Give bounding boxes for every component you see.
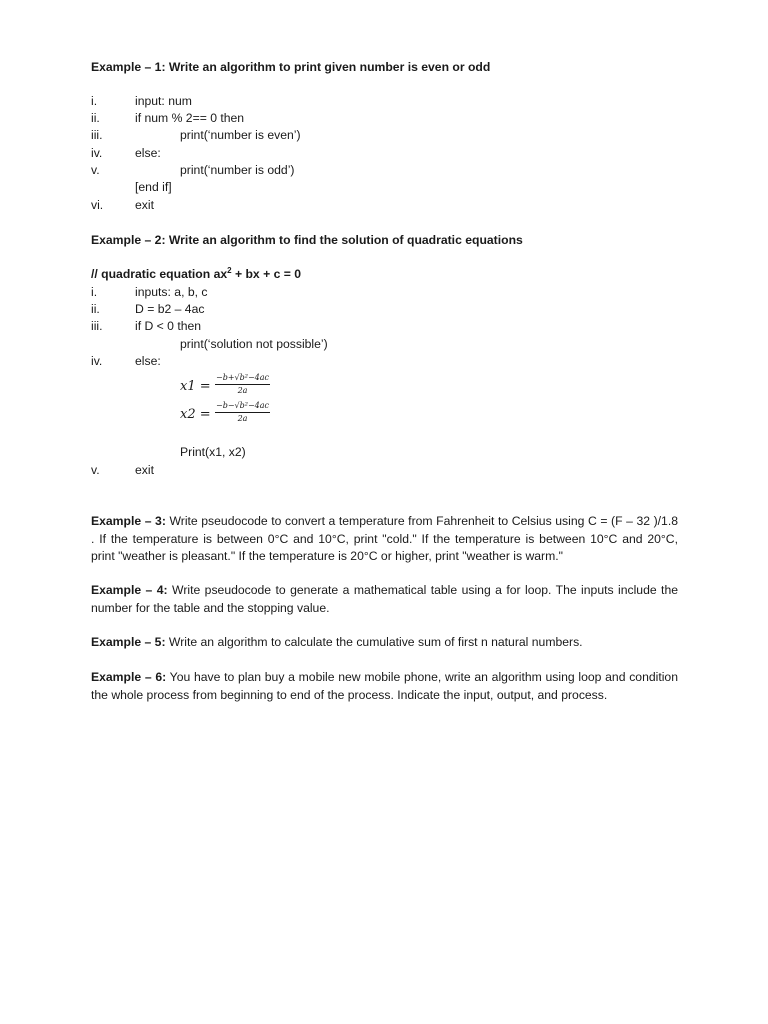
comment-text: // quadratic equation ax (91, 267, 228, 281)
step-text: print(‘number is even’) (180, 128, 301, 142)
comment-superscript: 2 (227, 265, 232, 275)
step-text: Print(x1, x2) (180, 445, 246, 459)
step-number: iii. (91, 128, 103, 142)
example-4-label: Example – 4: (91, 583, 168, 597)
x2-numerator: −b−√b²−4ac (215, 401, 270, 413)
x1-fraction (215, 373, 270, 396)
x2-denominator: 2a (237, 414, 248, 423)
quadratic-comment (91, 266, 301, 283)
step-number: v. (91, 463, 100, 477)
step-number: i. (91, 285, 98, 299)
example-6 (91, 669, 678, 704)
example-2-title: Example – 2: Write an algorithm to find the solution of quadratic equations (91, 233, 523, 247)
step-text: print(‘solution not possible’) (180, 337, 328, 351)
x1-numerator: −b+√b²−4ac (215, 373, 270, 385)
step-number: iv. (91, 354, 103, 368)
step-number: iv. (91, 146, 103, 160)
x2-fraction (215, 401, 270, 424)
step-number: v. (91, 163, 100, 177)
example-5-label: Example – 5: (91, 635, 166, 649)
example-5 (91, 634, 678, 652)
step-number: i. (91, 94, 98, 108)
step-text: exit (135, 463, 154, 477)
x1-lhs: x1 = (180, 379, 211, 394)
x1-denominator: 2a (237, 386, 248, 395)
example-6-text: You have to plan buy a mobile new mobile phone, write an algorithm using loop and condition the whole process from beginning to end of the process. Indicate the input, output, and process. (91, 670, 678, 702)
step-text: print(‘number is odd’) (180, 163, 295, 177)
comment-text-end: + bx + c = 0 (231, 267, 302, 281)
step-number: ii. (91, 111, 100, 125)
step-text: if num % 2== 0 then (135, 111, 245, 125)
example-6-label: Example – 6: (91, 670, 167, 684)
example-4-text: Write pseudocode to generate a mathematical table using a for loop. The inputs include the number for the table and the stopping value. (91, 583, 678, 615)
step-number: iii. (91, 319, 103, 333)
step-text: exit (135, 198, 154, 212)
x2-lhs: x2 = (180, 407, 211, 422)
example-3 (91, 513, 678, 566)
step-text: if D < 0 then (135, 319, 202, 333)
step-text: inputs: a, b, c (135, 285, 208, 299)
step-text: D = b2 – 4ac (135, 302, 205, 316)
example-5-text: Write an algorithm to calculate the cumulative sum of first n natural numbers. (165, 635, 583, 649)
example-3-label: Example – 3: (91, 514, 166, 528)
example-1-title: Example – 1: Write an algorithm to print given number is even or odd (91, 60, 491, 74)
example-3-text: Write pseudocode to convert a temperature from Fahrenheit to Celsius using C = (F – 32 )/1.8 . If the temperature is between 0°C and 10°C, print "cold." If the temperature is between 10°C and 20°C, print "weather is pleasant." If the temperature is 20°C or higher, print "weather is warm." (91, 514, 678, 563)
step-number: ii. (91, 302, 100, 316)
step-text: else: (135, 146, 161, 160)
step-text: input: num (135, 94, 192, 108)
step-text: [end if] (135, 180, 172, 194)
step-number: vi. (91, 198, 104, 212)
step-text: else: (135, 354, 161, 368)
example-4 (91, 582, 678, 617)
